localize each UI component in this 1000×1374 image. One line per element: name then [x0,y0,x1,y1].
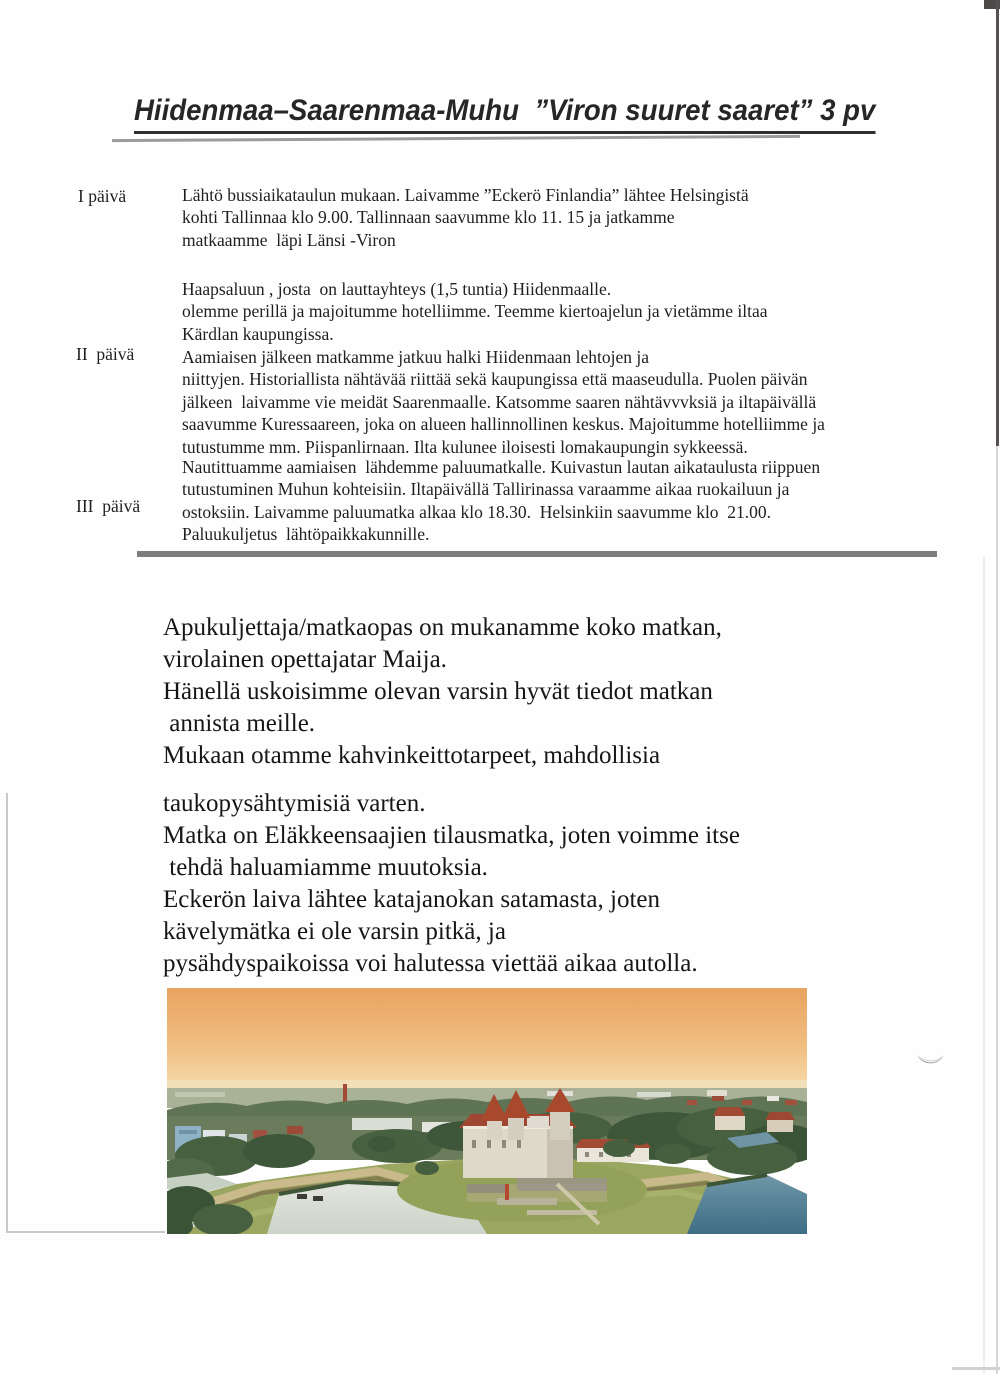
text-line: Haapsaluun , josta on lauttayhteys (1,5 tuntia) Hiidenmaalle. [182,279,612,299]
bottom-right-smudge [952,1367,1000,1370]
text-line: Nautittuamme aamiaisen lähdemme paluumatkalle. Kuivastun lautan aikataulusta riippuen [182,457,821,477]
text-line: matkaamme läpi Länsi -Viron [182,229,396,250]
text-line: pysähdyspaikoissa voi halutessa viettää aikaa autolla. [163,950,698,977]
text-line: ostoksiin. Laivamme paluumatka alkaa klo 18.30. Helsinkiin saavumme klo 21.00. [182,501,772,522]
day-1-paragraph [182,184,749,251]
text-line: tutustuminen Muhun kohteisiin. Iltapäivällä Tallirinassa varaamme aikaa ruokailuun ja [182,479,790,500]
day-3-label: III päivä [76,496,141,516]
text-line: tehdä haluamiamme muutoksia. [163,854,488,881]
day-1-label: I päivä [78,186,127,206]
text-line: Matka on Eläkkeensaajien tilausmatka, joten voimme itse [163,822,740,849]
text-line: kävelymätka ei ole varsin pitkä, ja [163,918,506,945]
text-line: saavumme Kuressaareen, joka on alueen hallinnollinen keskus. Majoitumme hotelliimme ja [182,414,825,435]
text-line: taukopysähtymisiä varten. [163,790,426,817]
crescent-scan-mark-icon [917,1052,944,1067]
right-edge-light-line [996,446,998,1374]
text-line [163,772,740,788]
text-line: kohti Tallinnaa klo 9.00. Tallinnaan saavumme klo 11. 15 ja jatkamme [182,207,675,228]
right-edge-dark-line [996,0,999,446]
return-transport-line [182,523,429,545]
text-line: Mukaan otamme kahvinkeittotarpeet, mahdollisia [163,742,661,769]
text-line: jälkeen laivamme vie meidät Saarenmaalle. Katsomme saaren nähtävvvksiä ja iltapäivällä [182,391,817,412]
text-line: tutustumme mm. Piispanlirnaan. Ilta kulunee iloisesti lomakaupungin sykkeessä. [182,436,748,457]
castle-aerial-photo-illustration [167,988,807,1234]
trip-notes-block [163,612,740,980]
text-line: Aamiaisen jälkeen matkamme jatkuu halki Hiidenmaan lehtojen ja [182,347,649,367]
day-1-paragraph-continued [182,278,767,345]
left-frame-line-vertical [6,793,8,1233]
left-frame-line-horizontal [7,1231,165,1233]
section-divider [137,551,937,557]
day-3-paragraph [182,456,820,523]
text-line: annista meille. [163,710,316,737]
day-2-label: II päivä [76,344,135,364]
title-underline [112,135,800,142]
text-line: Paluukuljetus lähtöpaikkakunnille. [182,524,430,544]
page-title [134,94,940,134]
text-line: virolainen opettajatar Maija. [163,646,447,673]
text-line: Eckerön laiva lähtee katajanokan satamasta, joten [163,886,660,913]
day-2-paragraph [182,346,825,458]
text-line: Lähtö bussiaikataulun mukaan. Laivamme ”Eckerö Finlandia” lähtee Helsingistä [182,185,749,205]
text-line: Apukuljettaja/matkaopas on mukanamme koko matkan, [163,614,722,641]
right-edge-faint-line [983,556,985,1374]
page-title-text: Hiidenmaa–Saarenmaa-Muhu ”Viron suuret saaret” 3 pv [134,94,875,134]
text-line: Kärdlan kaupungissa. [182,323,334,344]
text-line: olemme perillä ja majoitumme hotelliimme. Teemme kiertoajelun ja vietämme iltaa [182,301,768,322]
castle-aerial-photo [167,988,807,1234]
text-line: niittyjen. Historiallista nähtävää riittää sekä kaupungissa että maaseudulla. Puolen päivän [182,369,808,390]
text-line: Hänellä uskoisimme olevan varsin hyvät tiedot matkan [163,678,713,705]
